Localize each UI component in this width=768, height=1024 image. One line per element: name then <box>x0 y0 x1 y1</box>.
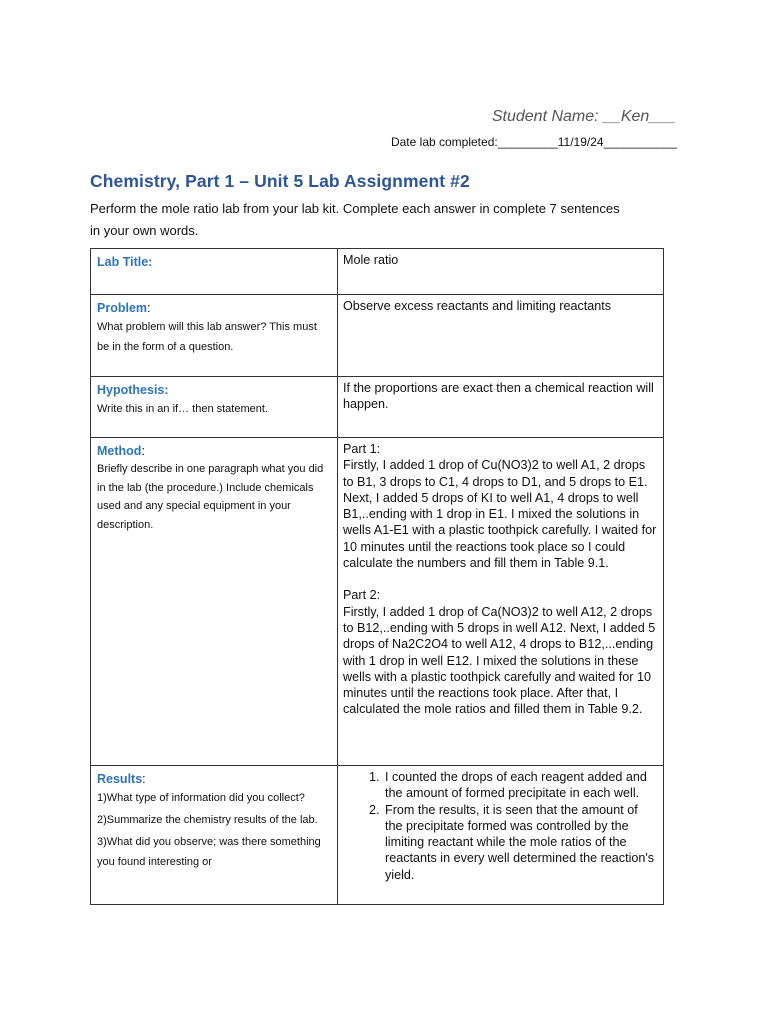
instructions: Perform the mole ratio lab from your lab kit. Complete each answer in complete 7 sentences in your own words. <box>90 201 620 238</box>
results-answer-list <box>343 769 657 883</box>
results-answer-2: 2. From the results, it is seen that the amount of the precipitate formed was controlled by the limiting reactant while the mole ratios of the reactants in every well determined the reaction's yield. <box>383 802 657 883</box>
method-label <box>97 444 331 458</box>
method-part1-heading: Part 1: <box>343 442 381 456</box>
results-row <box>91 766 664 905</box>
results-label-cell <box>91 766 338 905</box>
method-part1-text: Firstly, I added 1 drop of Cu(NO3)2 to well A1, 2 drops to B1, 3 drops to C1, 4 drops to D1, and 5 drops to E1. Next, I added 5 drops of KI to well A1, 4 drops to well B1,..ending with 1 drop in E1. I mixed the solutions in wells A1-E1 with a plastic toothpick carefully. I waited for 10 minutes until the reactions took place so I could calculate the numbers and fill them in Table 9.1. <box>343 458 657 571</box>
problem-row <box>91 295 664 377</box>
results-answer <box>338 766 664 905</box>
student-name: Student Name: __Ken___ <box>491 108 676 125</box>
method-part2-text: Firstly, I added 1 drop of Ca(NO3)2 to well A12, 2 drops to B12,..ending with 5 drops in well A12. Next, I added 5 drops of Na2C2O4 to well A12, 4 drops to B12,...ending with 1 drop in well E12. I mixed the solutions in these wells with a plastic toothpick carefully and waited for 10 minutes until the reactions took place. After that, I calculated the mole ratios and filled them in Table 9.2. <box>343 604 656 717</box>
lab-report-table <box>90 248 664 905</box>
date-completed: Date lab completed:_________11/19/24___________ <box>390 135 677 149</box>
results-label-text: Results <box>97 772 143 786</box>
hypothesis-label: Hypothesis: <box>97 383 169 397</box>
method-label-cell <box>91 438 338 766</box>
method-row <box>91 438 664 766</box>
problem-answer <box>338 295 664 377</box>
problem-label <box>97 301 331 315</box>
hypothesis-answer-text: If the proportions are exact then a chemical reaction will happen. <box>343 381 654 412</box>
results-label <box>97 772 331 786</box>
page-title: Chemistry, Part 1 – Unit 5 Lab Assignment #2 <box>90 171 470 191</box>
results-question-3: 3)What did you observe; was there something you found interesting or <box>97 836 321 868</box>
results-question-1: 1)What type of information did you collect? <box>97 792 305 804</box>
lab-title-row <box>91 249 664 295</box>
problem-label-colon: : <box>147 301 151 315</box>
hypothesis-description: Write this in an if… then statement. <box>97 403 268 415</box>
method-label-colon: : <box>141 444 145 458</box>
lab-title-answer-text: Mole ratio <box>343 253 399 267</box>
hypothesis-row <box>91 377 664 438</box>
results-answer-1: 1. I counted the drops of each reagent added and the amount of formed precipitate in each well. <box>383 769 657 802</box>
hypothesis-label-cell <box>91 377 338 438</box>
problem-label-text: Problem <box>97 301 148 315</box>
method-description: Briefly describe in one paragraph what you did in the lab (the procedure.) Include chemicals used and any special equipment in your description. <box>97 463 324 531</box>
results-label-colon: : <box>142 772 146 786</box>
results-question-2: 2)Summarize the chemistry results of the lab. <box>97 814 318 826</box>
hypothesis-answer <box>338 377 664 438</box>
problem-label-cell <box>91 295 338 377</box>
problem-answer-text: Observe excess reactants and limiting reactants <box>343 299 612 313</box>
method-paragraph-gap <box>343 571 657 587</box>
problem-description: What problem will this lab answer? This must be in the form of a question. <box>97 321 317 353</box>
lab-title-label-cell <box>91 249 338 295</box>
method-part2-heading: Part 2: <box>343 588 381 603</box>
method-label-text: Method <box>97 444 142 458</box>
method-answer <box>338 438 664 766</box>
lab-title-label: Lab Title: <box>97 255 153 269</box>
lab-title-answer <box>338 249 664 295</box>
